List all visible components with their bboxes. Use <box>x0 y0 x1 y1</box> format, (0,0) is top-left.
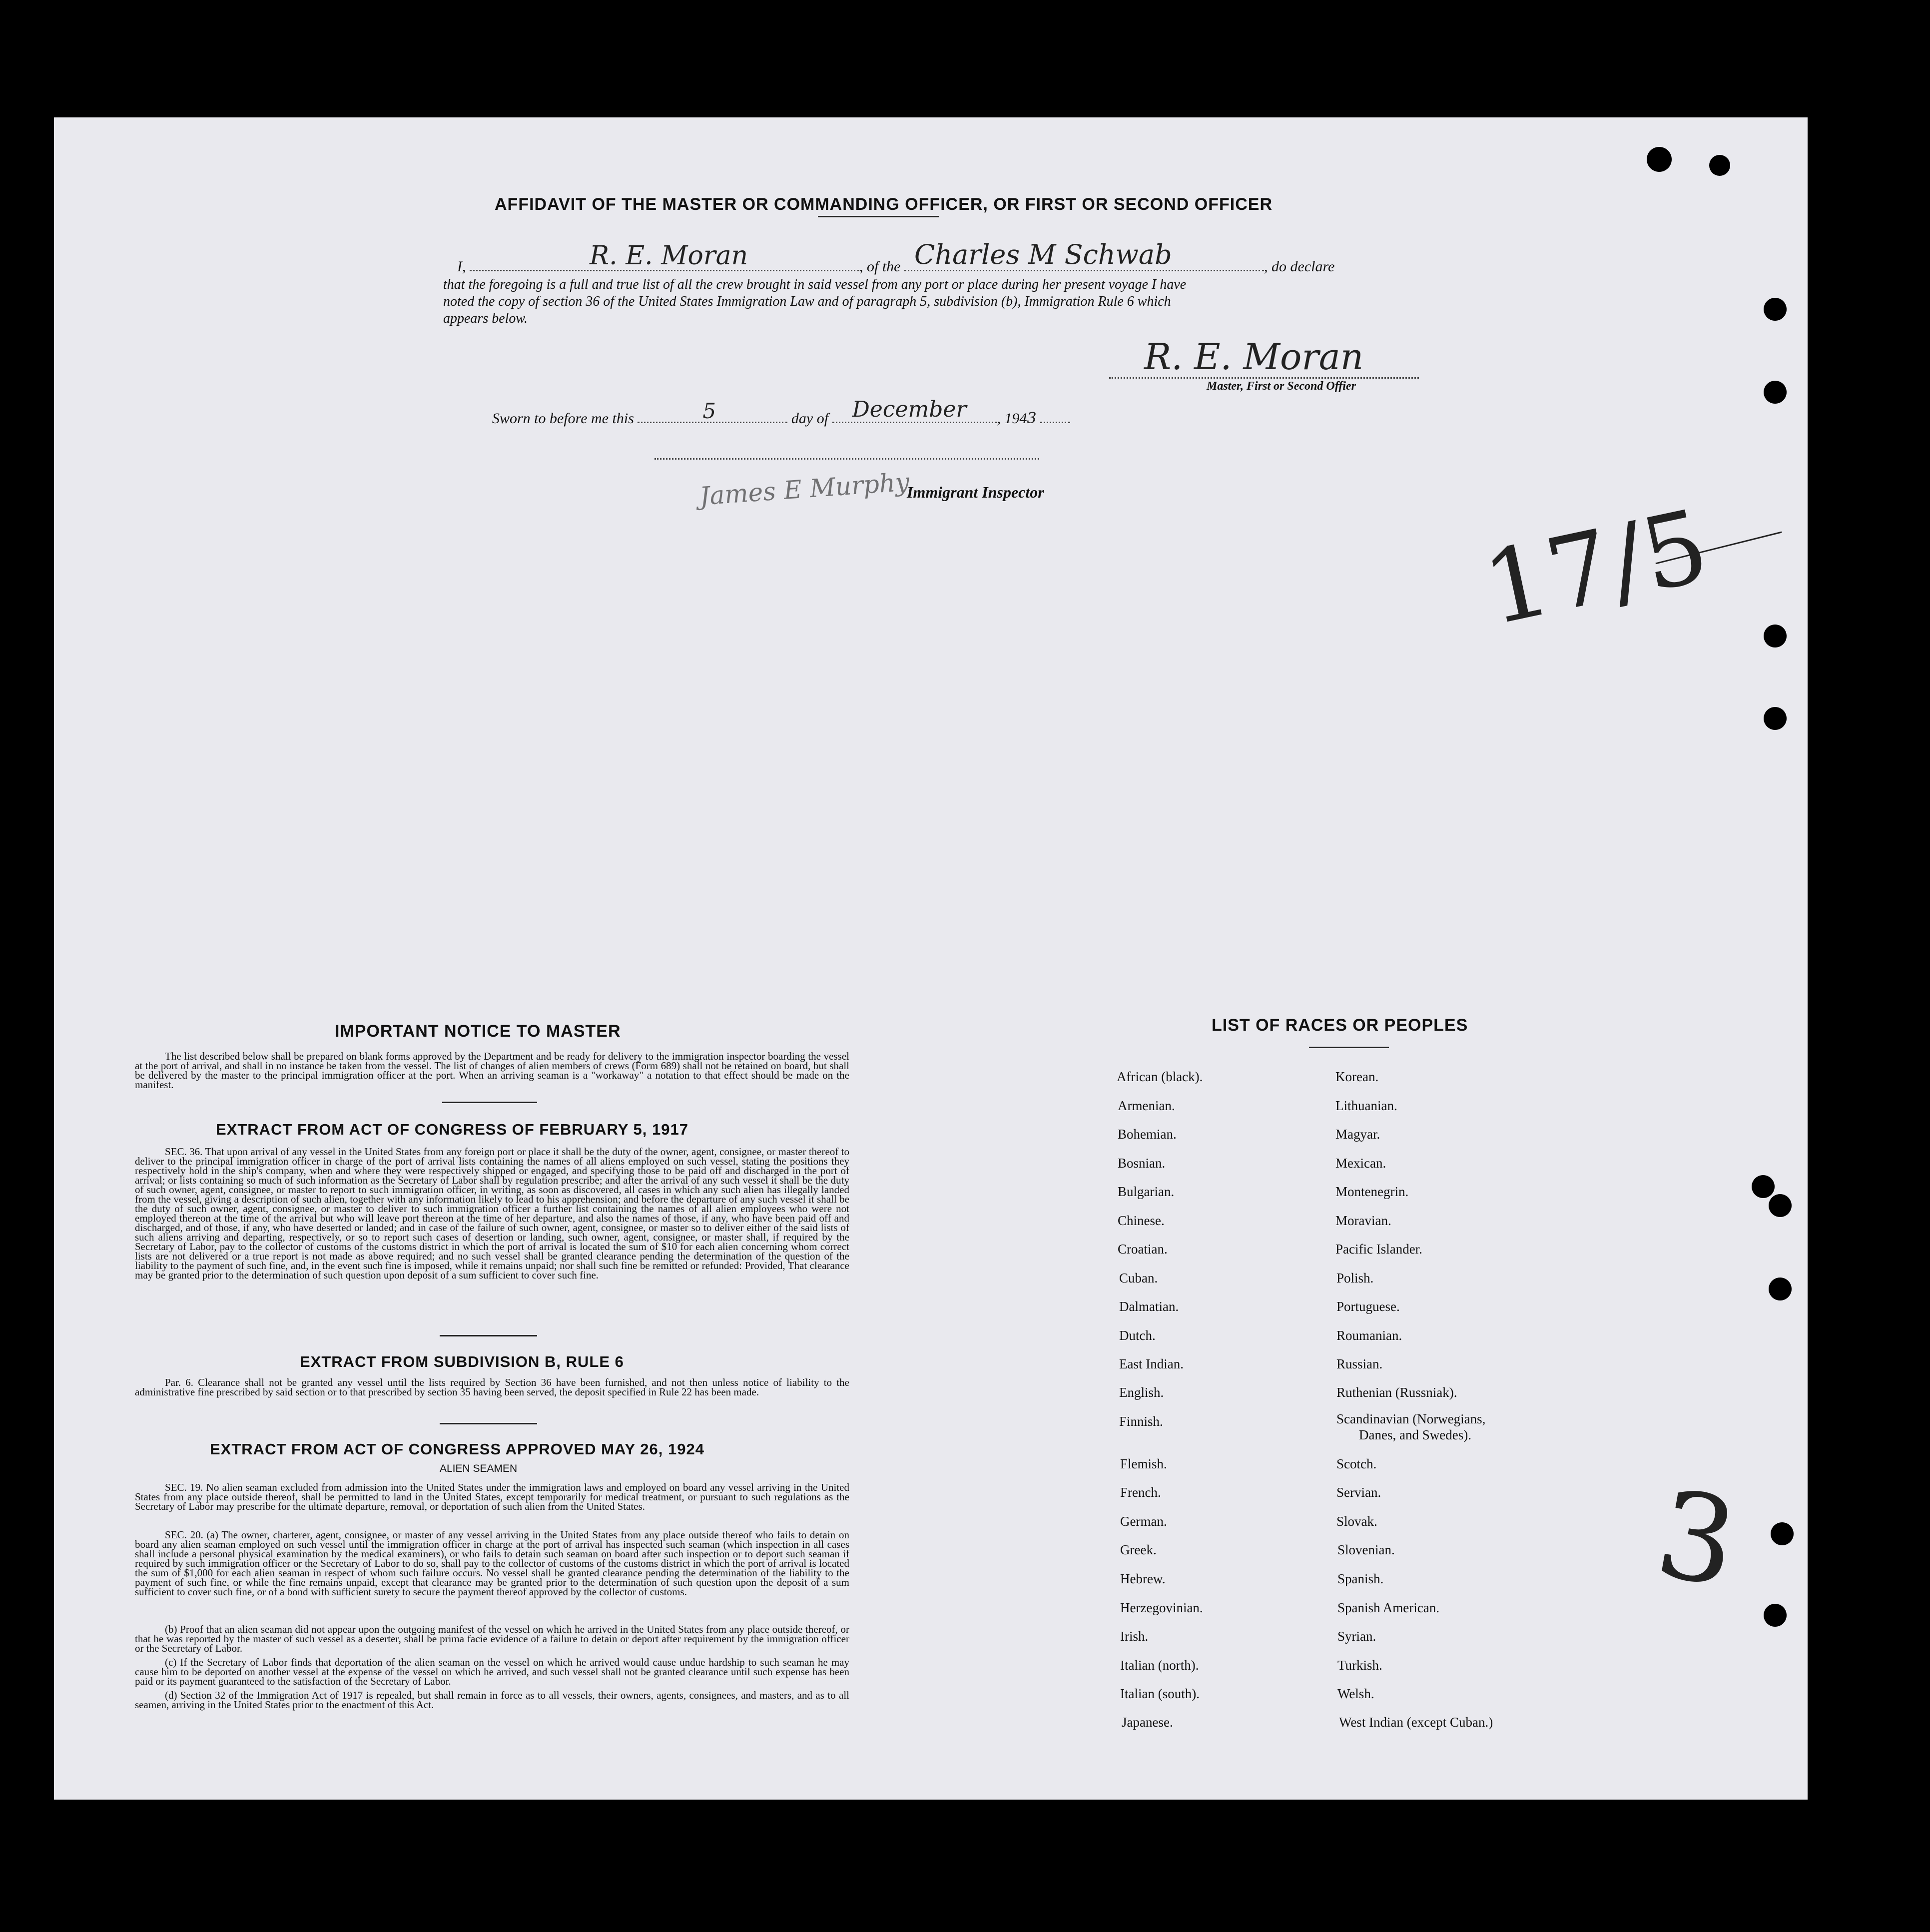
punch-hole <box>1764 625 1787 647</box>
notice-title: IMPORTANT NOTICE TO MASTER <box>335 1022 621 1041</box>
day-handwriting: 5 <box>702 399 716 423</box>
punch-hole <box>1709 155 1730 176</box>
race-item: Ruthenian (Russniak). <box>1336 1385 1457 1400</box>
race-item: English. <box>1119 1385 1164 1400</box>
master-name-field <box>470 241 859 271</box>
sworn-line <box>492 397 1070 427</box>
race-item: Bulgarian. <box>1118 1184 1175 1199</box>
sworn-label: Sworn to before me this <box>492 410 634 427</box>
race-item: Chinese. <box>1118 1213 1165 1228</box>
of-the-label: , of the <box>859 258 901 275</box>
race-item: Spanish. <box>1337 1571 1384 1586</box>
race-item: Welsh. <box>1337 1686 1374 1701</box>
punch-hole <box>1764 707 1787 730</box>
race-item: Moravian. <box>1335 1213 1391 1228</box>
race-item: Flemish. <box>1120 1456 1167 1471</box>
race-item: Polish. <box>1336 1271 1374 1286</box>
punch-hole <box>1647 147 1672 172</box>
race-item: Dalmatian. <box>1119 1299 1179 1314</box>
race-item: Roumanian. <box>1336 1328 1402 1343</box>
race-item: Hebrew. <box>1120 1571 1166 1586</box>
punch-hole <box>1769 1278 1792 1300</box>
affidavit-title-underline <box>818 216 939 217</box>
affidavit-line1 <box>457 239 1396 275</box>
race-item: Greek. <box>1120 1542 1157 1557</box>
race-item: Croatian. <box>1118 1242 1168 1257</box>
race-item: Japanese. <box>1122 1715 1173 1730</box>
race-item: Lithuanian. <box>1335 1098 1397 1113</box>
races-title-underline <box>1309 1047 1389 1048</box>
i-label: I, <box>457 258 466 275</box>
race-item: Dutch. <box>1119 1328 1156 1343</box>
race-item: Pacific Islander. <box>1335 1242 1422 1257</box>
race-item: Portuguese. <box>1336 1299 1400 1314</box>
divider <box>442 1102 537 1103</box>
race-item: Scotch. <box>1336 1456 1377 1471</box>
notice-text: The list described below shall be prepared on blank forms approved by the Department and be ready for delivery to the immigration inspector boarding the vessel at the port of arrival, and shall in no instance be taken from the vessel. The list of changes of alien members of crews (Form 689) shall not be retained on board, but shall be delivered by the master to the principal immigration officer at the port. When an arriving seaman is a "workaway" a notation to that effect should be made on the manifest. <box>135 1050 849 1091</box>
race-item: Armenian. <box>1118 1098 1175 1113</box>
inspector-signature-line <box>654 452 1039 460</box>
race-item: Magyar. <box>1335 1127 1380 1142</box>
race-item: Korean. <box>1335 1069 1379 1084</box>
punch-hole <box>1764 298 1787 321</box>
race-item: West Indian (except Cuban.) <box>1339 1715 1493 1730</box>
race-item: German. <box>1120 1514 1167 1529</box>
race-item: Slovenian. <box>1337 1542 1395 1557</box>
day-field <box>638 399 787 423</box>
races-title: LIST OF RACES OR PEOPLES <box>1212 1016 1468 1035</box>
extract-1917-title: EXTRACT FROM ACT OF CONGRESS OF FEBRUARY 5, 1917 <box>216 1121 688 1138</box>
vessel-name-handwriting: Charles M Schwab <box>914 239 1172 270</box>
master-signature: R. E. Moran <box>1144 336 1364 378</box>
master-signature-caption: Master, First or Second Offier <box>1207 380 1356 393</box>
month-field <box>832 397 997 423</box>
race-item: Slovak. <box>1336 1514 1377 1529</box>
divider <box>440 1335 537 1336</box>
declare-label: , do declare <box>1264 258 1335 275</box>
margin-number-handwriting: 17/5 <box>1474 487 1718 648</box>
race-item: Servian. <box>1336 1485 1381 1500</box>
month-handwriting: December <box>852 397 967 422</box>
race-item: Mexican. <box>1335 1156 1386 1171</box>
extract-1924-subtitle: ALIEN SEAMEN <box>440 1463 518 1474</box>
affidavit-line4: appears below. <box>443 311 528 326</box>
race-item: Italian (south). <box>1120 1686 1200 1701</box>
race-item: Montenegrin. <box>1335 1184 1409 1199</box>
race-item-continued: Danes, and Swedes). <box>1359 1427 1471 1442</box>
margin-number2-handwriting: 3 <box>1647 1463 1747 1615</box>
divider <box>440 1423 537 1424</box>
affidavit-line2: that the foregoing is a full and true list of all the crew brought in said vessel from any port or place during her present voyage I have <box>443 277 1187 292</box>
extract-1924-sec20a: SEC. 20. (a) The owner, charterer, agent, consignee, or master of any vessel arriving in the United States from any place outside thereof who fails to detain on board any alien seaman employed on such vessel until the immigration officer in charge at the port of arrival has inspected such seaman (which inspection in all cases shall include a personal physical examination by the medical examiners), or who fails to detain such seaman on board after such inspection or to deport such seaman if required by such immigration officer or the Secretary of Labor to do so, shall pay to the collector of customs of the customs district in which the port of arrival is located the sum of $1,000 for each alien seaman in respect of whom such failure occurs. No vessel shall be granted clearance pending the determination of the liability to the payment of such fine, or while the fine remains unpaid, except that clearance may be granted prior to the determination of such question upon the deposit of a sum sufficient to cover such fine, or of a bond with sufficient surety to secure the payment thereof approved by the collector of customs. <box>135 1529 849 1598</box>
master-name-handwriting: R. E. Moran <box>590 241 748 271</box>
race-item: Spanish American. <box>1337 1600 1439 1615</box>
affidavit-title: AFFIDAVIT OF THE MASTER OR COMMANDING OFFICER, OR FIRST OR SECOND OFFICER <box>495 195 1273 214</box>
race-item: Irish. <box>1120 1629 1149 1644</box>
race-item: Cuban. <box>1119 1271 1158 1286</box>
race-item: Scandinavian (Norwegians, <box>1336 1411 1486 1426</box>
inspector-signature: James E Murphy <box>698 467 911 511</box>
inspector-label: Immigrant Inspector <box>907 483 1044 501</box>
extract-1917-text: SEC. 36. That upon arrival of any vessel in the United States from any foreign port or place it shall be the duty of the owner, agent, consignee, or master thereof to deliver to the principal immigration officer in charge of the port of arrival lists containing the names of all aliens employed on such vessel, stating the positions they respectively hold in the ship's company, when and where they were respectively shipped or engaged, and specifying those to be paid off and discharged in the port of arrival; or lists containing so much of such information as the Secretary of Labor shall by regulation prescribe; and after the arrival of any such vessel it shall be the duty of such owner, agent, consignee, or master to report to such immigration officer, in writing, as soon as discovered, all cases in which any such alien has illegally landed from the vessel, giving a description of such alien, together with any information likely to lead to his apprehension; and before the departure of any such vessel it shall be the duty of such owner, agent, consignee, or master to deliver to such immigration officer a further list containing the names of all alien employees who were not employed thereon at the time of the arrival but who will leave port thereon at the time of her departure, and also the names of those, if any, who have been paid off and discharged, and of those, if any, who have deserted or landed; and in case of the failure of such owner, agent, consignee, or master so to deliver either of the said lists of such aliens arriving and departing, respectively, or so to report such cases of desertion or landing, such owner, agent, consignee, or master shall, if required by the Secretary of Labor, pay to the collector of customs of the customs district in which the port of arrival is located the sum of $10 for each alien concerning whom correct lists are not delivered or a true report is not made as above required; and no such vessel shall be granted clearance pending the determination of the question of the liability to the payment of such fine, and, in the event such fine is imposed, while it remains unpaid; nor shall such fine be remitted or refunded: Provided, That clearance may be granted prior to the determination of such question upon deposit of a sum sufficient to cover such fine. <box>135 1146 849 1281</box>
punch-hole <box>1764 381 1787 404</box>
punch-hole <box>1769 1194 1792 1217</box>
race-item: Russian. <box>1336 1356 1383 1371</box>
extract-1924-sec20b: (b) Proof that an alien seaman did not appear upon the outgoing manifest of the vessel on which he arrived in the United States from any place outside thereof, or that he was reported by the master of such vessel as a deserter, shall be prima facie evidence of a failure to detain or deport after requirement by the immigration officer or the Secretary of Labor. <box>135 1623 849 1654</box>
punch-hole <box>1764 1604 1787 1627</box>
race-item: French. <box>1120 1485 1161 1500</box>
extract-1924-sec19: SEC. 19. No alien seaman excluded from admission into the United States under the immigration laws and employed on board any vessel arriving in the United States from any place outside thereof, shall be permitted to land in the United States, except temporarily for medical treatment, or pursuant to such regulations as the Secretary of Labor may prescribe for the ultimate departure, removal, or deportation of such alien from the United States. <box>135 1481 849 1512</box>
race-item: Turkish. <box>1337 1658 1382 1673</box>
extract-rule6-text: Par. 6. Clearance shall not be granted any vessel until the lists required by Section 36 have been furnished, and not then unless notice of liability to the administrative fine prescribed by said section or to that prescribed by section 35 having been served, the deposit specified in Rule 22 has been made. <box>135 1376 849 1398</box>
race-item: African (black). <box>1117 1069 1203 1084</box>
extract-1924-sec20d: (d) Section 32 of the Immigration Act of 1917 is repealed, but shall remain in force as to all vessels, their owners, agents, consignees, and masters, and as to all seamen, arriving in the United States prior to the enactment of this Act. <box>135 1689 849 1711</box>
punch-hole <box>1752 1175 1775 1198</box>
race-item: Finnish. <box>1119 1414 1163 1429</box>
race-item: Italian (north). <box>1120 1658 1199 1673</box>
race-item: Bosnian. <box>1118 1156 1166 1171</box>
race-item: Bohemian. <box>1118 1127 1177 1142</box>
year-digit-handwriting: 3 <box>1027 410 1037 427</box>
punch-hole <box>1771 1522 1794 1545</box>
extract-1924-sec20c: (c) If the Secretary of Labor finds that deportation of the alien seaman on the vessel on which he arrived would cause undue hardship to such seaman he may cause him to be deported on another vessel at the expense of the vessel on which he arrived, and such vessel shall not be granted clearance until such expense has been paid or its payment guaranteed to the satisfaction of the Secretary of Labor. <box>135 1656 849 1687</box>
year-tail <box>1040 412 1070 423</box>
year-prefix: , 194 <box>997 410 1027 427</box>
race-item: Herzegovinian. <box>1120 1600 1203 1615</box>
vessel-name-field <box>904 239 1264 271</box>
affidavit-line3: noted the copy of section 36 of the United States Immigration Law and of paragraph 5, subdivision (b), Immigration Rule 6 which <box>443 294 1171 309</box>
day-of-label: day of <box>791 410 829 427</box>
extract-1924-title: EXTRACT FROM ACT OF CONGRESS APPROVED MAY 26, 1924 <box>210 1440 704 1458</box>
race-item: Syrian. <box>1337 1629 1376 1644</box>
extract-rule6-title: EXTRACT FROM SUBDIVISION B, RULE 6 <box>300 1353 624 1370</box>
race-item: East Indian. <box>1119 1356 1184 1371</box>
